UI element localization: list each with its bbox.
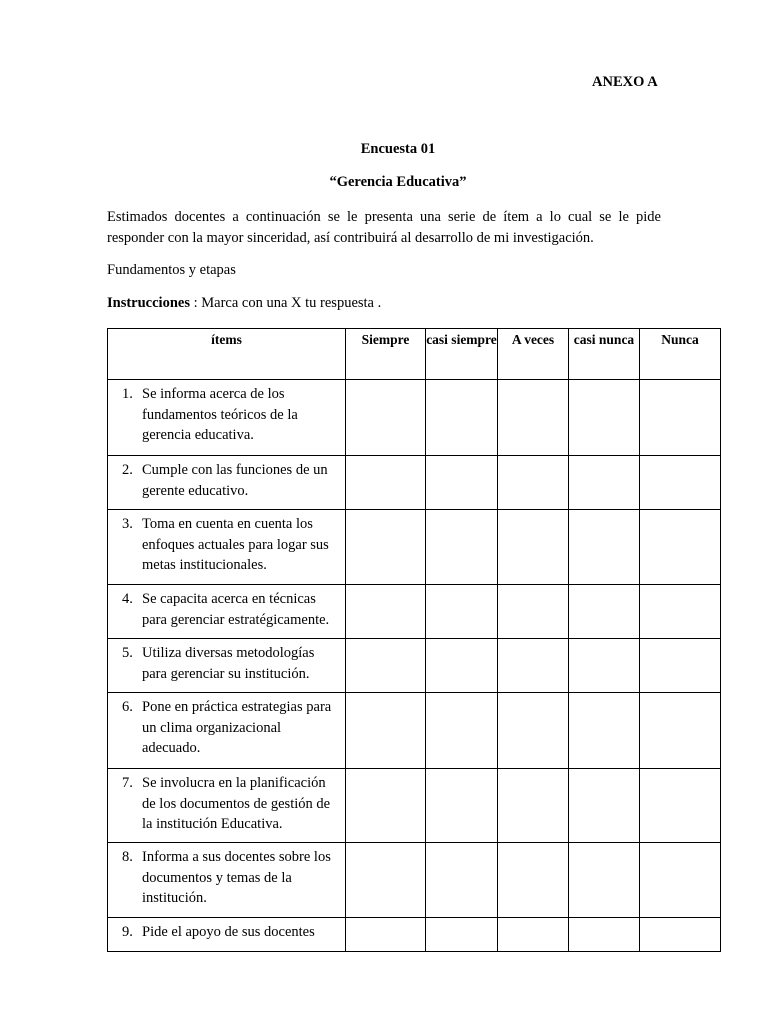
answer-cell-a-veces[interactable] — [498, 639, 569, 693]
item-text: Se involucra en la planificación de los documentos de gestión de la institución Educativa. — [142, 775, 331, 832]
table-row — [108, 639, 721, 693]
answer-cell-siempre[interactable] — [346, 918, 426, 952]
item-text: Pone en práctica estrategias para un clima organizacional adecuado. — [142, 699, 332, 756]
answer-cell-casi-nunca[interactable] — [569, 380, 640, 456]
answer-cell-a-veces[interactable] — [498, 693, 569, 769]
item-text: Informa a sus docentes sobre los documentos y temas de la institución. — [142, 849, 331, 906]
table-row — [108, 456, 721, 510]
section-heading: Fundamentos y etapas — [107, 262, 236, 278]
header-casi-siempre: casi siempre — [426, 329, 498, 380]
item-cell — [108, 769, 346, 843]
answer-cell-siempre[interactable] — [346, 510, 426, 585]
table-row — [108, 380, 721, 456]
item-number: 9. — [122, 924, 133, 940]
item-text: Utiliza diversas metodologías para gerenciar su institución. — [142, 645, 315, 682]
item-number: 8. — [122, 849, 133, 865]
answer-cell-casi-nunca[interactable] — [569, 639, 640, 693]
item-cell — [108, 693, 346, 769]
item-number: 3. — [122, 516, 133, 532]
answer-cell-siempre[interactable] — [346, 456, 426, 510]
item-text: Pide el apoyo de sus docentes — [142, 924, 315, 940]
table-header-row — [108, 329, 721, 380]
annex-label: ANEXO A — [592, 74, 658, 90]
item-cell — [108, 843, 346, 918]
answer-cell-nunca[interactable] — [640, 639, 721, 693]
table-row — [108, 585, 721, 639]
answer-cell-casi-siempre[interactable] — [426, 639, 498, 693]
answer-cell-nunca[interactable] — [640, 510, 721, 585]
header-a-veces: A veces — [498, 329, 569, 380]
answer-cell-casi-siempre[interactable] — [426, 585, 498, 639]
answer-cell-casi-nunca[interactable] — [569, 585, 640, 639]
answer-cell-casi-nunca[interactable] — [569, 918, 640, 952]
answer-cell-nunca[interactable] — [640, 585, 721, 639]
answer-cell-casi-siempre[interactable] — [426, 693, 498, 769]
answer-cell-siempre[interactable] — [346, 585, 426, 639]
answer-cell-siempre[interactable] — [346, 769, 426, 843]
answer-cell-a-veces[interactable] — [498, 843, 569, 918]
answer-cell-siempre[interactable] — [346, 843, 426, 918]
answer-cell-siempre[interactable] — [346, 693, 426, 769]
item-text: Se informa acerca de los fundamentos teóricos de la gerencia educativa. — [142, 386, 298, 443]
answer-cell-a-veces[interactable] — [498, 769, 569, 843]
item-number: 5. — [122, 645, 133, 661]
header-nunca: Nunca — [640, 329, 721, 380]
item-number: 7. — [122, 775, 133, 791]
item-text: Se capacita acerca en técnicas para gerenciar estratégicamente. — [142, 591, 330, 628]
answer-cell-casi-siempre[interactable] — [426, 769, 498, 843]
item-cell — [108, 456, 346, 510]
survey-subtitle: “Gerencia Educativa” — [329, 174, 467, 190]
header-siempre: Siempre — [346, 329, 426, 380]
answer-cell-a-veces[interactable] — [498, 456, 569, 510]
answer-cell-a-veces[interactable] — [498, 510, 569, 585]
answer-cell-casi-siempre[interactable] — [426, 510, 498, 585]
answer-cell-nunca[interactable] — [640, 380, 721, 456]
answer-cell-casi-nunca[interactable] — [569, 693, 640, 769]
item-number: 6. — [122, 699, 133, 715]
survey-title: Encuesta 01 — [360, 141, 436, 157]
item-number: 1. — [122, 386, 133, 402]
table-row — [108, 769, 721, 843]
table-row — [108, 843, 721, 918]
answer-cell-nunca[interactable] — [640, 769, 721, 843]
answer-cell-siempre[interactable] — [346, 380, 426, 456]
answer-cell-a-veces[interactable] — [498, 380, 569, 456]
instructions-text: : Marca con una X tu respuesta . — [189, 295, 382, 311]
item-number: 4. — [122, 591, 133, 607]
item-cell — [108, 510, 346, 585]
header-items: ítems — [108, 329, 346, 380]
item-cell — [108, 639, 346, 693]
item-number: 2. — [122, 462, 133, 478]
answer-cell-a-veces[interactable] — [498, 918, 569, 952]
survey-table — [107, 328, 721, 952]
instructions-label: Instrucciones — [107, 295, 190, 311]
answer-cell-casi-siempre[interactable] — [426, 918, 498, 952]
table-row — [108, 510, 721, 585]
intro-paragraph: Estimados docentes a continuación se le presenta una serie de ítem a lo cual se le pide responder con la mayor sinceridad, así contribuirá al desarrollo de mi investigación. — [107, 209, 661, 246]
item-text: Toma en cuenta en cuenta los enfoques actuales para logar sus metas institucionales. — [142, 516, 329, 573]
answer-cell-siempre[interactable] — [346, 639, 426, 693]
item-cell — [108, 585, 346, 639]
answer-cell-casi-nunca[interactable] — [569, 510, 640, 585]
instructions — [107, 295, 381, 312]
answer-cell-casi-siempre[interactable] — [426, 843, 498, 918]
answer-cell-nunca[interactable] — [640, 918, 721, 952]
item-cell — [108, 918, 346, 952]
answer-cell-nunca[interactable] — [640, 456, 721, 510]
table-row — [108, 918, 721, 952]
item-cell — [108, 380, 346, 456]
table-row — [108, 693, 721, 769]
answer-cell-a-veces[interactable] — [498, 585, 569, 639]
answer-cell-nunca[interactable] — [640, 693, 721, 769]
answer-cell-casi-siempre[interactable] — [426, 456, 498, 510]
header-casi-nunca: casi nunca — [569, 329, 640, 380]
answer-cell-casi-nunca[interactable] — [569, 769, 640, 843]
answer-cell-nunca[interactable] — [640, 843, 721, 918]
answer-cell-casi-nunca[interactable] — [569, 456, 640, 510]
item-text: Cumple con las funciones de un gerente educativo. — [142, 462, 328, 499]
answer-cell-casi-siempre[interactable] — [426, 380, 498, 456]
answer-cell-casi-nunca[interactable] — [569, 843, 640, 918]
